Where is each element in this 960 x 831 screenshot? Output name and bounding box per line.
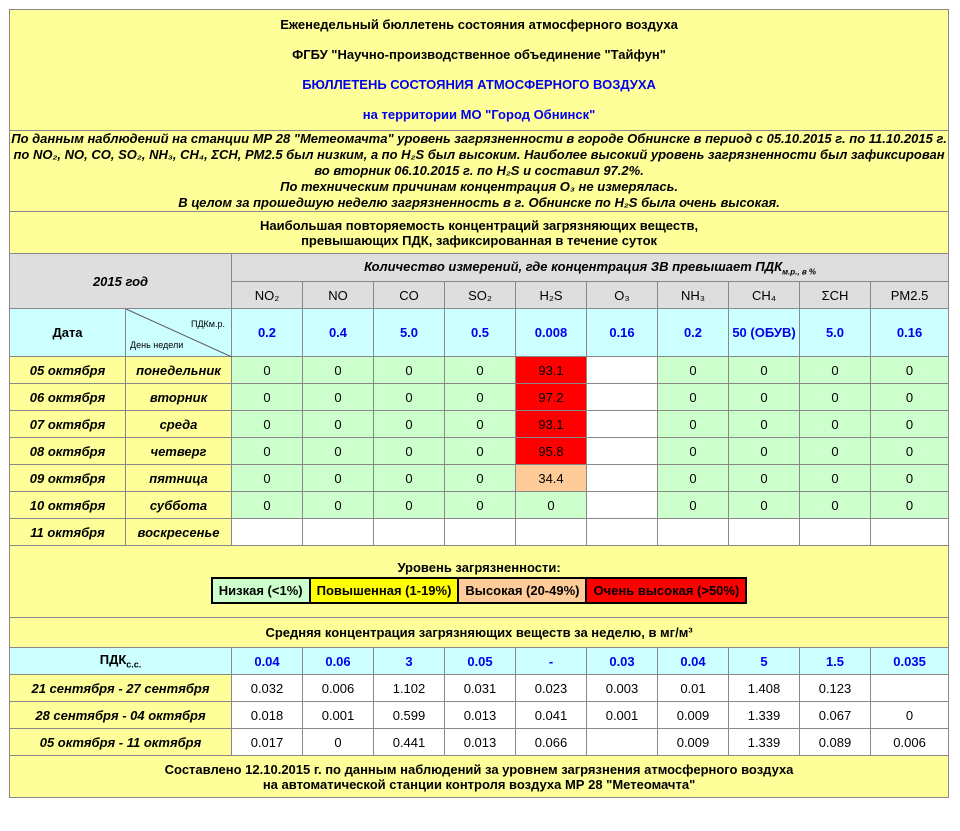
freq-cell: 0 (729, 357, 800, 384)
avg-pdk-value: 0.05 (445, 648, 516, 675)
freq-cell: 0 (303, 438, 374, 465)
table-row (10, 729, 949, 756)
pollutant-header: PM2.5 (871, 282, 949, 309)
avg-period: 28 сентября - 04 октября (10, 702, 232, 729)
legend-very-high: Очень высокая (>50%) (586, 578, 746, 603)
freq-cell: 0 (374, 438, 445, 465)
freq-cell: 0 (800, 465, 871, 492)
avg-cell: 0.089 (800, 729, 871, 756)
avg-cell: 1.102 (374, 675, 445, 702)
freq-cell: 0 (232, 384, 303, 411)
pdk-value: 0.2 (232, 309, 303, 357)
avg-cell: 0.001 (303, 702, 374, 729)
freq-cell (587, 519, 658, 546)
freq-cell (729, 519, 800, 546)
freq-cell: 0 (871, 384, 949, 411)
legend-low: Низкая (<1%) (212, 578, 310, 603)
freq-cell: 0 (729, 411, 800, 438)
freq-cell: 0 (374, 384, 445, 411)
avg-period: 05 октября - 11 октября (10, 729, 232, 756)
pdk-value: 0.4 (303, 309, 374, 357)
count-sub: м.р., в % (782, 267, 816, 277)
row-weekday: суббота (126, 492, 232, 519)
table-row (10, 438, 949, 465)
freq-cell: 97.2 (516, 384, 587, 411)
freq-cell: 0 (729, 384, 800, 411)
freq-cell: 0 (445, 411, 516, 438)
table-row (10, 492, 949, 519)
summary-p2: По техническим причинам концентрация O₃ не измерялась. (280, 179, 678, 194)
freq-cell (587, 492, 658, 519)
pollutant-header: CO (374, 282, 445, 309)
avg-cell (871, 675, 949, 702)
summary-block (10, 131, 949, 212)
pollutant-header: NO (303, 282, 374, 309)
freq-cell: 0 (658, 492, 729, 519)
pollutant-header: H₂S (516, 282, 587, 309)
header-line3: БЮЛЛЕТЕНЬ СОСТОЯНИЯ АТМОСФЕРНОГО ВОЗДУХА (302, 77, 656, 92)
freq-cell: 0 (374, 465, 445, 492)
freq-cell: 0 (729, 465, 800, 492)
avg-cell: 0.018 (232, 702, 303, 729)
legend-high: Высокая (20-49%) (458, 578, 586, 603)
avg-cell: 0.067 (800, 702, 871, 729)
avg-cell: 0.441 (374, 729, 445, 756)
table-row (10, 675, 949, 702)
row-date: 11 октября (10, 519, 126, 546)
freq-cell: 0 (871, 411, 949, 438)
footer-block (10, 756, 949, 798)
freq-cell: 0 (516, 492, 587, 519)
row-weekday: вторник (126, 384, 232, 411)
freq-cell: 0 (800, 438, 871, 465)
avg-cell: 0 (871, 702, 949, 729)
avg-body (10, 675, 949, 756)
legend-title: Уровень загрязненности: (397, 559, 561, 575)
avg-cell: 0.031 (445, 675, 516, 702)
freq-cell: 0 (232, 411, 303, 438)
pollutant-header: ΣCH (800, 282, 871, 309)
summary-p3: В целом за прошедшую неделю загрязненность в г. Обнинске по H₂S была очень высокая. (178, 195, 780, 210)
freq-cell: 0 (445, 465, 516, 492)
footer-line1: Составлено 12.10.2015 г. по данным наблюдений за уровнем загрязнения атмосферного воздуха (164, 761, 794, 777)
avg-pdk-value: 5 (729, 648, 800, 675)
freq-cell: 93.1 (516, 357, 587, 384)
table-row (10, 411, 949, 438)
count-label: Количество измерений, где концентрация ЗВ превышает ПДК (364, 258, 783, 274)
freq-cell: 0 (871, 465, 949, 492)
table-row (10, 357, 949, 384)
avg-cell: 0.123 (800, 675, 871, 702)
freq-cell: 0 (374, 357, 445, 384)
freq-cell: 0 (729, 438, 800, 465)
avg-pdk-value: - (516, 648, 587, 675)
footer-line2: на автоматической станции контроля воздуха МР 28 "Метеомачта" (262, 776, 696, 792)
bulletin-table (9, 9, 949, 798)
freq-cell (303, 519, 374, 546)
pdk-value: 0.008 (516, 309, 587, 357)
freq-cell: 0 (658, 357, 729, 384)
date-header: Дата (10, 309, 126, 357)
freq-cell: 0 (303, 465, 374, 492)
freq-cell: 0 (800, 492, 871, 519)
avg-title: Средняя концентрация загрязняющих веществ за неделю, в мг/м³ (10, 618, 949, 648)
freq-cell: 0 (729, 492, 800, 519)
pdk-value: 0.5 (445, 309, 516, 357)
avg-cell: 0.041 (516, 702, 587, 729)
row-weekday: среда (126, 411, 232, 438)
freq-cell: 95.8 (516, 438, 587, 465)
freq-cell: 0 (658, 438, 729, 465)
freq-cell: 0 (232, 465, 303, 492)
legend-elevated: Повышенная (1-19%) (310, 578, 459, 603)
avg-cell (587, 729, 658, 756)
row-weekday: понедельник (126, 357, 232, 384)
freq-cell (587, 384, 658, 411)
freq-cell: 0 (374, 411, 445, 438)
freq-title-line1: Наибольшая повторяемость концентраций загрязняющих веществ, (260, 217, 699, 233)
freq-cell: 0 (303, 411, 374, 438)
row-weekday: пятница (126, 465, 232, 492)
freq-cell (232, 519, 303, 546)
pdk-value: 5.0 (800, 309, 871, 357)
header-line4: на территории МО "Город Обнинск" (362, 107, 596, 122)
pdk-value: 5.0 (374, 309, 445, 357)
legend-bar (211, 577, 748, 604)
header-line1: Еженедельный бюллетень состояния атмосферного воздуха (280, 17, 678, 32)
table-row (10, 702, 949, 729)
freq-cell: 0 (871, 438, 949, 465)
avg-cell: 0.023 (516, 675, 587, 702)
avg-pdk-row (10, 648, 949, 675)
freq-cell: 0 (303, 384, 374, 411)
count-header (232, 254, 949, 282)
freq-cell: 93.1 (516, 411, 587, 438)
avg-cell: 0 (303, 729, 374, 756)
row-date: 06 октября (10, 384, 126, 411)
freq-body (10, 357, 949, 546)
freq-cell: 0 (232, 492, 303, 519)
freq-cell (445, 519, 516, 546)
header-line2: ФГБУ "Научно-производственное объединение "Тайфун" (292, 47, 666, 62)
row-date: 07 октября (10, 411, 126, 438)
avg-cell: 0.017 (232, 729, 303, 756)
freq-cell: 0 (374, 492, 445, 519)
freq-cell: 0 (445, 492, 516, 519)
freq-title-line2: превышающих ПДК, зафиксированная в течение суток (301, 232, 658, 248)
avg-cell: 0.009 (658, 729, 729, 756)
freq-cell: 0 (800, 384, 871, 411)
pdk-value: 0.2 (658, 309, 729, 357)
avg-pdk-value: 3 (374, 648, 445, 675)
avg-cell: 0.013 (445, 729, 516, 756)
freq-cell (871, 519, 949, 546)
avg-cell: 0.001 (587, 702, 658, 729)
diag-header (126, 309, 232, 357)
pdk-value: 0.16 (871, 309, 949, 357)
freq-cell: 0 (232, 438, 303, 465)
freq-cell (800, 519, 871, 546)
pollutant-header: NO₂ (232, 282, 303, 309)
freq-cell: 0 (303, 492, 374, 519)
avg-pdk-value: 0.04 (232, 648, 303, 675)
pollutant-header: O₃ (587, 282, 658, 309)
freq-cell: 0 (800, 357, 871, 384)
freq-cell (374, 519, 445, 546)
row-weekday: четверг (126, 438, 232, 465)
header-block (10, 10, 949, 131)
avg-period: 21 сентября - 27 сентября (10, 675, 232, 702)
freq-cell: 0 (445, 438, 516, 465)
freq-cell (658, 519, 729, 546)
legend-block (10, 546, 949, 618)
row-weekday: воскресенье (126, 519, 232, 546)
pollutant-header: NH₃ (658, 282, 729, 309)
freq-cell: 0 (232, 357, 303, 384)
freq-cell (516, 519, 587, 546)
avg-cell: 0.006 (303, 675, 374, 702)
avg-cell: 0.599 (374, 702, 445, 729)
avg-cell: 0.009 (658, 702, 729, 729)
summary-p1: По данным наблюдений на станции МР 28 "Метеомачта" уровень загрязненности в городе Обнинске в период с 05.10.2015 г. по 11.10.2015 г. по NO₂, NO, CO, SO₂, NH₃, CH₄, ΣCH, PM2.5 был низким, а по H₂S был высоким. Наиболее высокий уровень загрязненности был зафиксирован во вторник 06.10.2015 г. по H₂S и составил 97.2%. (11, 131, 947, 178)
row-date: 08 октября (10, 438, 126, 465)
avg-cell: 0.006 (871, 729, 949, 756)
avg-pdk-value: 0.04 (658, 648, 729, 675)
avg-pdk-value: 0.035 (871, 648, 949, 675)
year-cell: 2015 год (10, 254, 232, 309)
freq-cell: 0 (800, 411, 871, 438)
avg-cell: 1.339 (729, 729, 800, 756)
freq-cell (587, 357, 658, 384)
avg-pdk-value: 0.03 (587, 648, 658, 675)
freq-cell: 0 (445, 384, 516, 411)
avg-pdk-label: $ПДК_{с.с.}$ (10, 648, 232, 675)
table-row (10, 384, 949, 411)
freq-cell (587, 465, 658, 492)
pdk-mr-label: ПДКм.р. (190, 319, 225, 329)
weekday-label: День недели (130, 340, 184, 350)
row-date: 05 октября (10, 357, 126, 384)
freq-cell: 34.4 (516, 465, 587, 492)
row-date: 10 октября (10, 492, 126, 519)
row-date: 09 октября (10, 465, 126, 492)
avg-cell: 0.003 (587, 675, 658, 702)
avg-cell: 0.032 (232, 675, 303, 702)
pdk-value: 50 (ОБУВ) (729, 309, 800, 357)
avg-cell: 0.066 (516, 729, 587, 756)
freq-cell: 0 (658, 411, 729, 438)
freq-cell: 0 (871, 492, 949, 519)
avg-cell: 0.013 (445, 702, 516, 729)
avg-pdk-value: 0.06 (303, 648, 374, 675)
avg-cell: 1.339 (729, 702, 800, 729)
freq-cell (587, 411, 658, 438)
freq-cell (587, 438, 658, 465)
pollutant-header: SO₂ (445, 282, 516, 309)
freq-title (10, 212, 949, 254)
freq-cell: 0 (445, 357, 516, 384)
pdk-row (10, 309, 949, 357)
avg-cell: 1.408 (729, 675, 800, 702)
table-row (10, 465, 949, 492)
freq-cell: 0 (658, 465, 729, 492)
pdk-value: 0.16 (587, 309, 658, 357)
pollutant-header: CH₄ (729, 282, 800, 309)
freq-cell: 0 (871, 357, 949, 384)
avg-cell: 0.01 (658, 675, 729, 702)
freq-cell: 0 (658, 384, 729, 411)
table-row (10, 519, 949, 546)
avg-pdk-value: 1.5 (800, 648, 871, 675)
freq-cell: 0 (303, 357, 374, 384)
